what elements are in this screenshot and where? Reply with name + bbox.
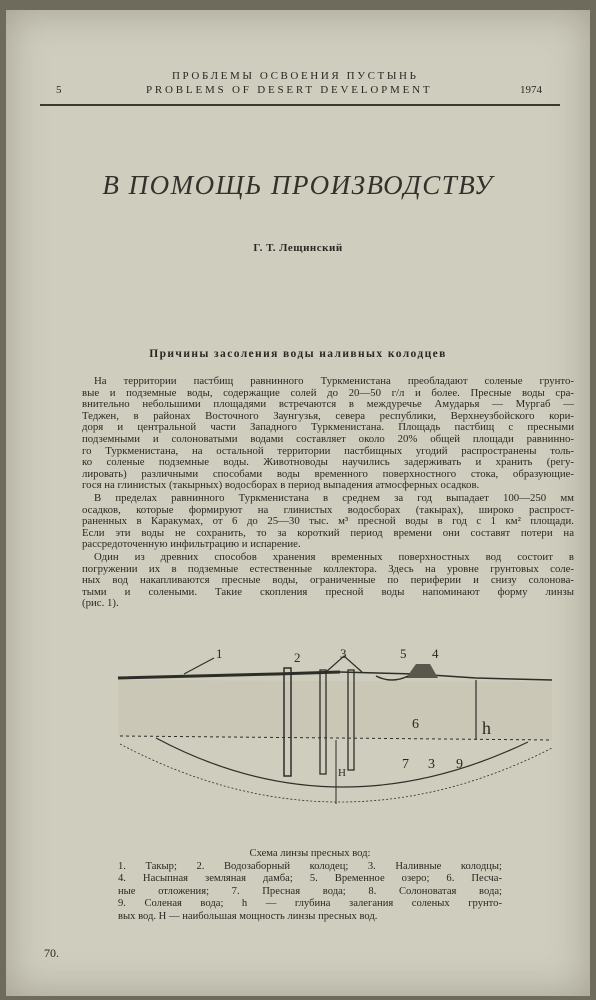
earthen-dam <box>406 664 438 678</box>
text-line: Один из древних способов хранения временных поверхностных вод состоит в <box>94 551 574 563</box>
text-line: доря и центральной части Западного Туркменистана. Площадь пастбищ с пресными <box>82 422 574 434</box>
label-4: 4 <box>432 646 439 661</box>
paragraph-1 <box>82 376 574 492</box>
text-line: Если эти воды не сохранить, то за короткий период времени они составят потери на <box>82 527 574 539</box>
text-line: подземными и солоноватыми водами составляет около 20% общей площади равнинно- <box>82 433 574 445</box>
paragraph-3 <box>82 552 574 610</box>
caption-line: 4. Насыпная земляная дамба; 5. Временное озеро; 6. Песча- <box>118 873 502 885</box>
label-1-leader <box>184 658 214 674</box>
text-line: лировать) различными способами воды временного поверхностного стока, образующие- <box>82 468 574 480</box>
section-title: В ПОМОЩЬ ПРОИЗВОДСТВУ <box>102 170 494 200</box>
figure-caption <box>118 848 502 924</box>
paragraph-2 <box>82 493 574 551</box>
page-number: 70. <box>44 946 59 960</box>
text-line: погружении их в подземные естественные коллектора. Здесь на уровне грунтовых соле- <box>82 563 574 575</box>
caption-line: 1. Такыр; 2. Водозаборный колодец; 3. Наливные колодцы; <box>118 860 502 872</box>
text-line: тыми и солеными. Такие скопления пресной воды напоминают форму линзы <box>82 586 574 598</box>
text-line: (рис. 1). <box>82 598 119 610</box>
label-H: H <box>338 767 346 779</box>
text-line: го Туркменистана, на остальной территории пастбищных угодий распространены толь- <box>82 445 574 457</box>
volume-number: 5 <box>56 84 62 96</box>
fresh-water-lens-diagram <box>116 644 554 844</box>
caption-title: Схема линзы пресных вод: <box>249 848 371 859</box>
label-h: h <box>482 718 491 738</box>
article-body <box>82 376 574 611</box>
label-2: 2 <box>294 650 301 665</box>
journal-title-ru: ПРОБЛЕМЫ ОСВОЕНИЯ ПУСТЫНЬ <box>172 70 419 82</box>
label-9: 9 <box>456 757 463 772</box>
ground-line-right <box>340 672 552 680</box>
label-3: 3 <box>340 646 347 661</box>
author: Г. Т. Лещинский <box>253 242 343 254</box>
header-rule <box>40 104 560 106</box>
text-line: Теджен, в районах Восточного Заунгузья, севера республики, Верхнеузбойского кори- <box>82 410 574 422</box>
caption-line: вых вод. H — наибольшая мощность линзы пресных вод. <box>118 910 378 922</box>
text-line: раненных в Каракумах, от 6 до 25—30 тыс. м³ пресной воды в год с 1 км² площади. <box>82 516 574 528</box>
text-line: рассредоточенную инфильтрацию и испарение. <box>82 539 301 551</box>
label-1: 1 <box>216 646 223 661</box>
text-line: вые и подземные воды, содержащие солей до 20—50 г/л и более. Пресные воды сра- <box>82 387 574 399</box>
article-title: Причины засоления воды наливных колодцев <box>149 348 447 360</box>
takyr-surface <box>118 672 340 678</box>
label-7: 7 <box>402 757 409 772</box>
label-6: 6 <box>412 717 419 732</box>
text-line: осадков, которые формируют на глинистых водосборах (такырах), широко распрост- <box>82 504 574 516</box>
fresh-lens-boundary <box>156 738 528 787</box>
text-line: внительно небольшими площадями встречаются в междуречье Амударья — Мургаб — <box>82 399 574 411</box>
text-line: ко соленые подземные воды. Животноводы научились задерживать и хранить (регу- <box>82 457 574 469</box>
text-line: На территории пастбищ равнинного Туркменистана преобладают соленые грунто- <box>94 376 574 387</box>
text-line: гося на глинистых (такырных) водосборах в период выпадения атмосферных осадков. <box>82 480 480 492</box>
caption-line: 9. Соленая вода; h — глубина залегания соленых грунто- <box>118 898 502 910</box>
running-header <box>6 66 590 106</box>
journal-page <box>6 10 590 996</box>
year: 1974 <box>520 84 542 96</box>
journal-title-en: PROBLEMS OF DESERT DEVELOPMENT <box>146 84 433 96</box>
text-line: В пределах равнинного Туркменистана в среднем за год выпадает 100—250 мм <box>94 492 574 504</box>
label-5: 5 <box>400 646 407 661</box>
label-3-lower: 3 <box>428 757 435 772</box>
caption-line: ные отложения; 7. Пресная вода; 8. Солоноватая вода; <box>118 885 502 897</box>
temporary-lake <box>376 676 408 680</box>
text-line: ных вод накапливаются пресные воды, ограниченные по периферии и снизу солонова- <box>82 575 574 587</box>
